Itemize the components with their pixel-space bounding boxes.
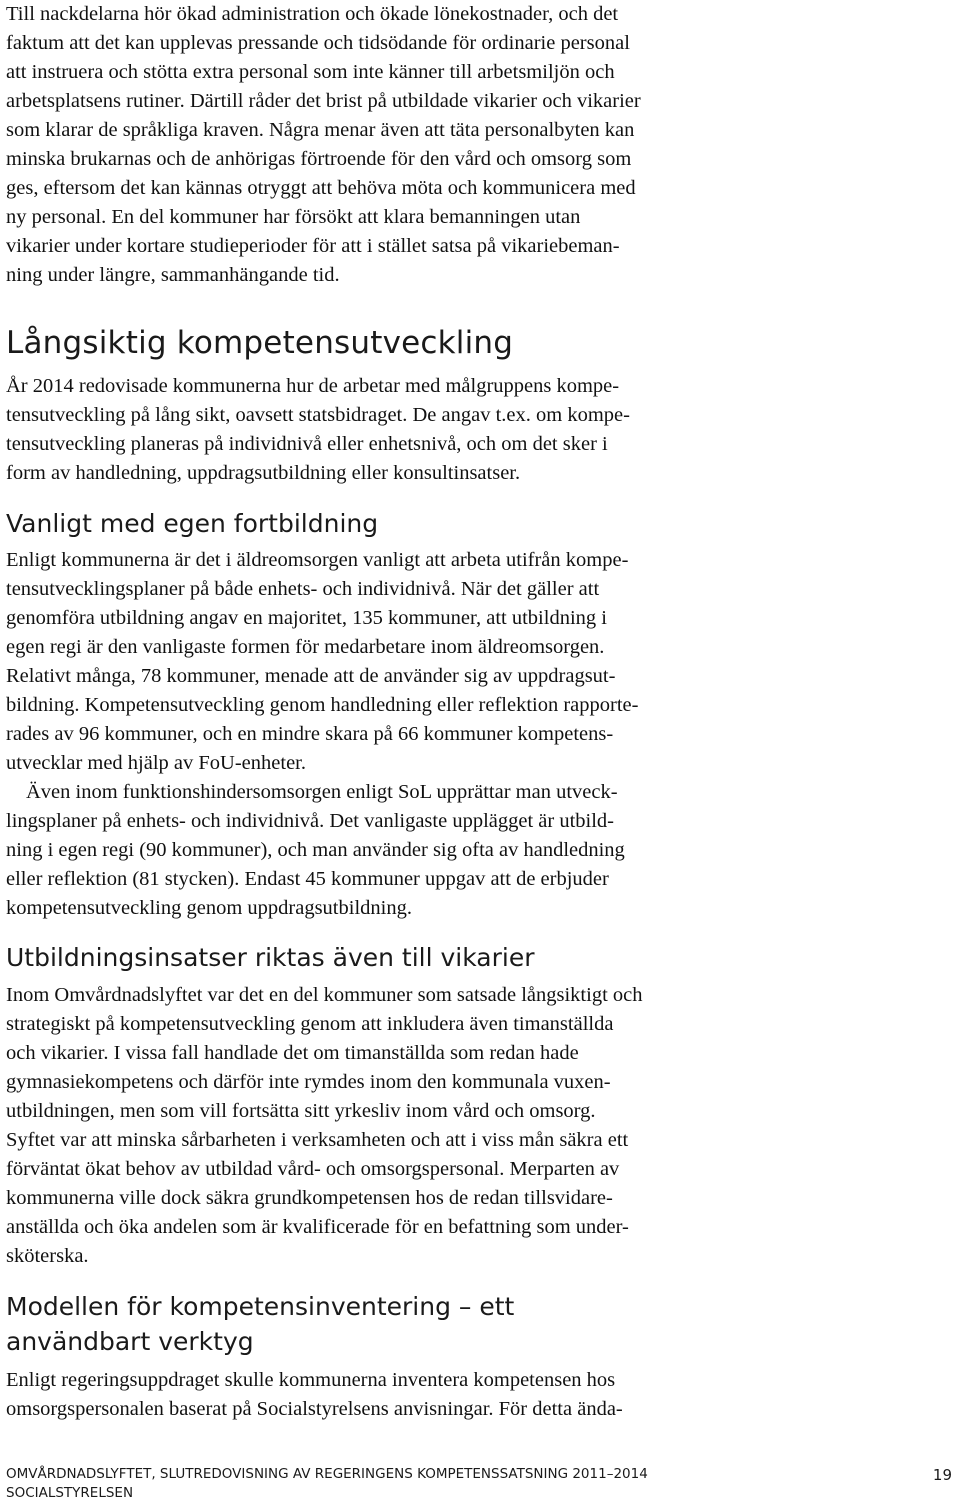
text-line: Relativt många, 78 kommuner, menade att de använder sig av uppdragsut- xyxy=(6,665,616,687)
text-line: strategiskt på kompetensutveckling genom att inkludera även timanställda xyxy=(6,1013,614,1035)
text-line: anställda och öka andelen som är kvalificerade för en befattning som under- xyxy=(6,1216,629,1238)
text-line: Även inom funktionshindersomsorgen enligt SoL upprättar man utveck- xyxy=(26,781,618,803)
text-line: År 2014 redovisade kommunerna hur de arbetar med målgruppens kompe- xyxy=(6,375,620,397)
text-line: Syftet var att minska sårbarheten i verksamheten och att i viss mån säkra ett xyxy=(6,1129,629,1151)
text-line: tensutvecklingsplaner på både enhets- och individnivå. När det gäller att xyxy=(6,578,600,600)
text-line: som klarar de språkliga kraven. Några menar även att täta personalbyten kan xyxy=(6,119,635,141)
text-line: form av handledning, uppdragsutbildning eller konsultinsatser. xyxy=(6,462,521,484)
text-line: att instruera och stötta extra personal som inte känner till arbetsmiljön och xyxy=(6,61,615,83)
text-line: minska brukarnas och de anhörigas förtroende för den vård och omsorg som xyxy=(6,148,632,170)
text-line: och vikarier. I vissa fall handlade det om timanställda som redan hade xyxy=(6,1042,579,1064)
text-line: Enligt kommunerna är det i äldreomsorgen vanligt att arbeta utifrån kompe- xyxy=(6,549,629,571)
text-line: arbetsplatsens rutiner. Därtill råder det brist på utbildade vikarier och vikarier xyxy=(6,90,641,112)
text-line: ny personal. En del kommuner har försökt att klara bemanningen utan xyxy=(6,206,581,228)
text-line: ges, eftersom det kan kännas otryggt att behöva möta och kommunicera med xyxy=(6,177,636,199)
footer-title: OMVÅRDNADSLYFTET, SLUTREDOVISNING AV REGERINGENS KOMPETENSSATSNING 2011–2014 xyxy=(6,1466,648,1482)
footer-publisher: SOCIALSTYRELSEN xyxy=(6,1485,134,1501)
text-line: omsorgspersonalen baserat på Socialstyrelsens anvisningar. För detta ända- xyxy=(6,1398,623,1420)
text-line: kommunerna ville dock säkra grundkompetensen hos de redan tillsvidare- xyxy=(6,1187,613,1209)
text-line: utvecklar med hjälp av FoU-enheter. xyxy=(6,752,306,774)
page-number: 19 xyxy=(932,1466,952,1484)
text-line: tensutveckling på lång sikt, oavsett statsbidraget. De angav t.ex. om kompe- xyxy=(6,404,630,426)
section-heading-modellen-line1: Modellen för kompetensinventering – ett xyxy=(6,1292,515,1321)
text-line: sköterska. xyxy=(6,1245,89,1267)
text-line: gymnasiekompetens och därför inte rymdes inom den kommunala vuxen- xyxy=(6,1071,611,1093)
section-heading-modellen-line2: användbart verktyg xyxy=(6,1327,254,1356)
section-heading-utbildningsinsatser: Utbildningsinsatser riktas även till vikarier xyxy=(6,943,535,972)
text-line: Inom Omvårdnadslyftet var det en del kommuner som satsade långsiktigt och xyxy=(6,984,643,1006)
text-line: Till nackdelarna hör ökad administration och ökade lönekostnader, och det xyxy=(6,3,619,25)
text-line: tensutveckling planeras på individnivå eller enhetsnivå, och om det sker i xyxy=(6,433,608,455)
text-line: faktum att det kan upplevas pressande och tidsödande för ordinarie personal xyxy=(6,32,630,54)
text-line: kompetensutveckling genom uppdragsutbildning. xyxy=(6,897,412,919)
text-line: lingsplaner på enhets- och individnivå. Det vanligaste upplägget är utbild- xyxy=(6,810,615,832)
text-line: utbildningen, men som vill fortsätta sitt yrkesliv inom vård och omsorg. xyxy=(6,1100,596,1122)
text-line: genomföra utbildning angav en majoritet, 135 kommuner, att utbildning i xyxy=(6,607,607,629)
text-line: ning i egen regi (90 kommuner), och man använder sig ofta av handledning xyxy=(6,839,625,861)
text-line: förväntat ökat behov av utbildad vård- och omsorgspersonal. Merparten av xyxy=(6,1158,620,1180)
text-line: bildning. Kompetensutveckling genom handledning eller reflektion rapporte- xyxy=(6,694,639,716)
text-line: vikarier under kortare studieperioder för att i stället satsa på vikariebeman- xyxy=(6,235,620,257)
text-line: egen regi är den vanligaste formen för medarbetare inom äldreomsorgen. xyxy=(6,636,605,658)
section-heading-vanligt: Vanligt med egen fortbildning xyxy=(6,509,379,538)
section-heading-langsiktig: Långsiktig kompetensutveckling xyxy=(6,325,514,361)
text-line: ning under längre, sammanhängande tid. xyxy=(6,264,340,286)
text-line: Enligt regeringsuppdraget skulle kommunerna inventera kompetensen hos xyxy=(6,1369,616,1391)
text-line: rades av 96 kommuner, och en mindre skara på 66 kommuner kompetens- xyxy=(6,723,614,745)
text-line: eller reflektion (81 stycken). Endast 45 kommuner uppgav att de erbjuder xyxy=(6,868,609,890)
